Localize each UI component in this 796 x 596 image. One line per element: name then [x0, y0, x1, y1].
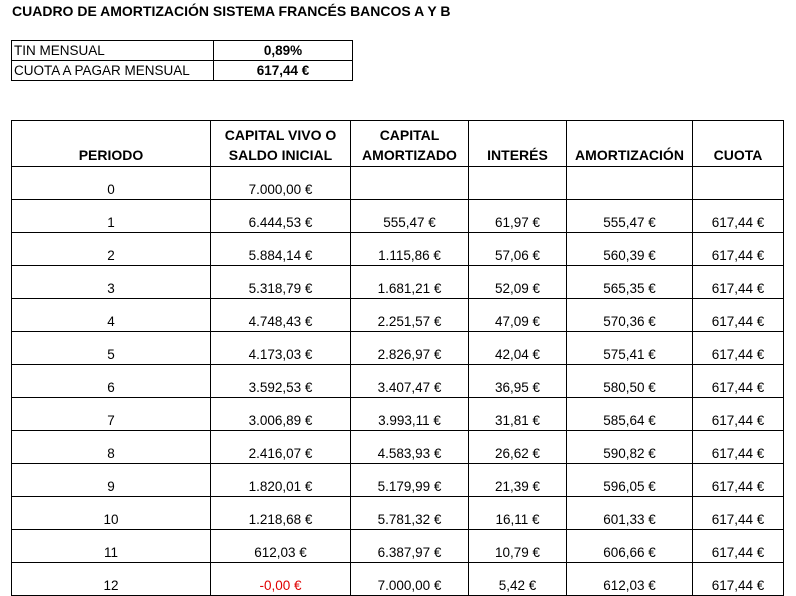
cell-capital-vivo: 5.318,79 € — [211, 266, 351, 299]
cell-cuota: 617,44 € — [693, 497, 784, 530]
cell-capital-amortizado: 5.179,99 € — [351, 464, 469, 497]
cell-interes: 52,09 € — [469, 266, 567, 299]
cell-amortizacion: 570,36 € — [567, 299, 693, 332]
cell-cuota: 617,44 € — [693, 266, 784, 299]
tin-label: TIN MENSUAL — [12, 41, 214, 61]
cell-amortizacion: 606,66 € — [567, 530, 693, 563]
cell-periodo: 5 — [12, 332, 211, 365]
cell-interes: 47,09 € — [469, 299, 567, 332]
table-row — [12, 530, 784, 563]
header-periodo: PERIODO — [12, 121, 211, 167]
cell-interes: 16,11 € — [469, 497, 567, 530]
summary-row-cuota — [12, 61, 353, 81]
cuota-label: CUOTA A PAGAR MENSUAL — [12, 61, 214, 81]
header-interes: INTERÉS — [469, 121, 567, 167]
table-row — [12, 365, 784, 398]
cell-cuota: 617,44 € — [693, 563, 784, 596]
cell-cuota: 617,44 € — [693, 365, 784, 398]
table-row — [12, 464, 784, 497]
cell-periodo: 1 — [12, 200, 211, 233]
cell-capital-amortizado: 3.993,11 € — [351, 398, 469, 431]
cell-cuota: 617,44 € — [693, 332, 784, 365]
cell-cuota: 617,44 € — [693, 398, 784, 431]
cell-amortizacion — [567, 167, 693, 200]
cell-interes: 10,79 € — [469, 530, 567, 563]
cell-amortizacion: 590,82 € — [567, 431, 693, 464]
cell-cuota: 617,44 € — [693, 431, 784, 464]
cell-interes: 42,04 € — [469, 332, 567, 365]
cell-capital-vivo: 1.820,01 € — [211, 464, 351, 497]
cell-capital-vivo: 4.173,03 € — [211, 332, 351, 365]
cell-amortizacion: 596,05 € — [567, 464, 693, 497]
cell-amortizacion: 565,35 € — [567, 266, 693, 299]
cell-interes: 31,81 € — [469, 398, 567, 431]
cell-capital-amortizado: 5.781,32 € — [351, 497, 469, 530]
page-title: CUADRO DE AMORTIZACIÓN SISTEMA FRANCÉS BANCOS A Y B — [12, 3, 451, 19]
cell-interes — [469, 167, 567, 200]
header-capital-amortizado: CAPITAL AMORTIZADO — [351, 121, 469, 167]
cell-periodo: 0 — [12, 167, 211, 200]
cell-capital-amortizado: 2.826,97 € — [351, 332, 469, 365]
table-row — [12, 233, 784, 266]
cell-capital-vivo: -0,00 € — [211, 563, 351, 596]
cell-capital-amortizado: 2.251,57 € — [351, 299, 469, 332]
cell-amortizacion: 612,03 € — [567, 563, 693, 596]
table-row — [12, 398, 784, 431]
cell-amortizacion: 601,33 € — [567, 497, 693, 530]
cell-cuota: 617,44 € — [693, 464, 784, 497]
cell-interes: 21,39 € — [469, 464, 567, 497]
summary-row-tin — [12, 41, 353, 61]
cell-capital-amortizado: 1.681,21 € — [351, 266, 469, 299]
cell-capital-vivo: 5.884,14 € — [211, 233, 351, 266]
cell-capital-vivo: 7.000,00 € — [211, 167, 351, 200]
cell-periodo: 10 — [12, 497, 211, 530]
cell-cuota: 617,44 € — [693, 299, 784, 332]
cell-capital-amortizado: 3.407,47 € — [351, 365, 469, 398]
cell-cuota: 617,44 € — [693, 200, 784, 233]
cell-cuota — [693, 167, 784, 200]
cell-periodo: 4 — [12, 299, 211, 332]
cell-periodo: 9 — [12, 464, 211, 497]
cell-capital-amortizado — [351, 167, 469, 200]
cell-periodo: 12 — [12, 563, 211, 596]
table-row — [12, 563, 784, 596]
cuota-value: 617,44 € — [214, 61, 353, 81]
cell-capital-vivo: 6.444,53 € — [211, 200, 351, 233]
cell-periodo: 6 — [12, 365, 211, 398]
cell-capital-amortizado: 4.583,93 € — [351, 431, 469, 464]
tin-value: 0,89% — [214, 41, 353, 61]
cell-capital-vivo: 3.006,89 € — [211, 398, 351, 431]
header-amortizacion: AMORTIZACIÓN — [567, 121, 693, 167]
cell-periodo: 3 — [12, 266, 211, 299]
cell-capital-amortizado: 1.115,86 € — [351, 233, 469, 266]
cell-capital-vivo: 612,03 € — [211, 530, 351, 563]
cell-amortizacion: 580,50 € — [567, 365, 693, 398]
cell-cuota: 617,44 € — [693, 530, 784, 563]
cell-amortizacion: 555,47 € — [567, 200, 693, 233]
table-row — [12, 497, 784, 530]
table-row — [12, 431, 784, 464]
cell-periodo: 2 — [12, 233, 211, 266]
cell-interes: 26,62 € — [469, 431, 567, 464]
cell-periodo: 11 — [12, 530, 211, 563]
cell-amortizacion: 585,64 € — [567, 398, 693, 431]
cell-capital-vivo: 1.218,68 € — [211, 497, 351, 530]
cell-interes: 61,97 € — [469, 200, 567, 233]
cell-capital-vivo: 2.416,07 € — [211, 431, 351, 464]
cell-periodo: 7 — [12, 398, 211, 431]
table-row — [12, 167, 784, 200]
cell-interes: 57,06 € — [469, 233, 567, 266]
cell-periodo: 8 — [12, 431, 211, 464]
cell-capital-amortizado: 555,47 € — [351, 200, 469, 233]
cell-capital-vivo: 3.592,53 € — [211, 365, 351, 398]
table-header-row — [12, 121, 784, 167]
cell-capital-amortizado: 6.387,97 € — [351, 530, 469, 563]
cell-cuota: 617,44 € — [693, 233, 784, 266]
table-row — [12, 332, 784, 365]
table-row — [12, 299, 784, 332]
amortization-table — [11, 120, 784, 596]
table-row — [12, 200, 784, 233]
cell-capital-amortizado: 7.000,00 € — [351, 563, 469, 596]
header-capital-vivo: CAPITAL VIVO O SALDO INICIAL — [211, 121, 351, 167]
cell-interes: 36,95 € — [469, 365, 567, 398]
cell-amortizacion: 575,41 € — [567, 332, 693, 365]
cell-interes: 5,42 € — [469, 563, 567, 596]
table-body — [12, 167, 784, 596]
summary-table — [11, 40, 353, 81]
table-row — [12, 266, 784, 299]
cell-amortizacion: 560,39 € — [567, 233, 693, 266]
cell-capital-vivo: 4.748,43 € — [211, 299, 351, 332]
header-cuota: CUOTA — [693, 121, 784, 167]
